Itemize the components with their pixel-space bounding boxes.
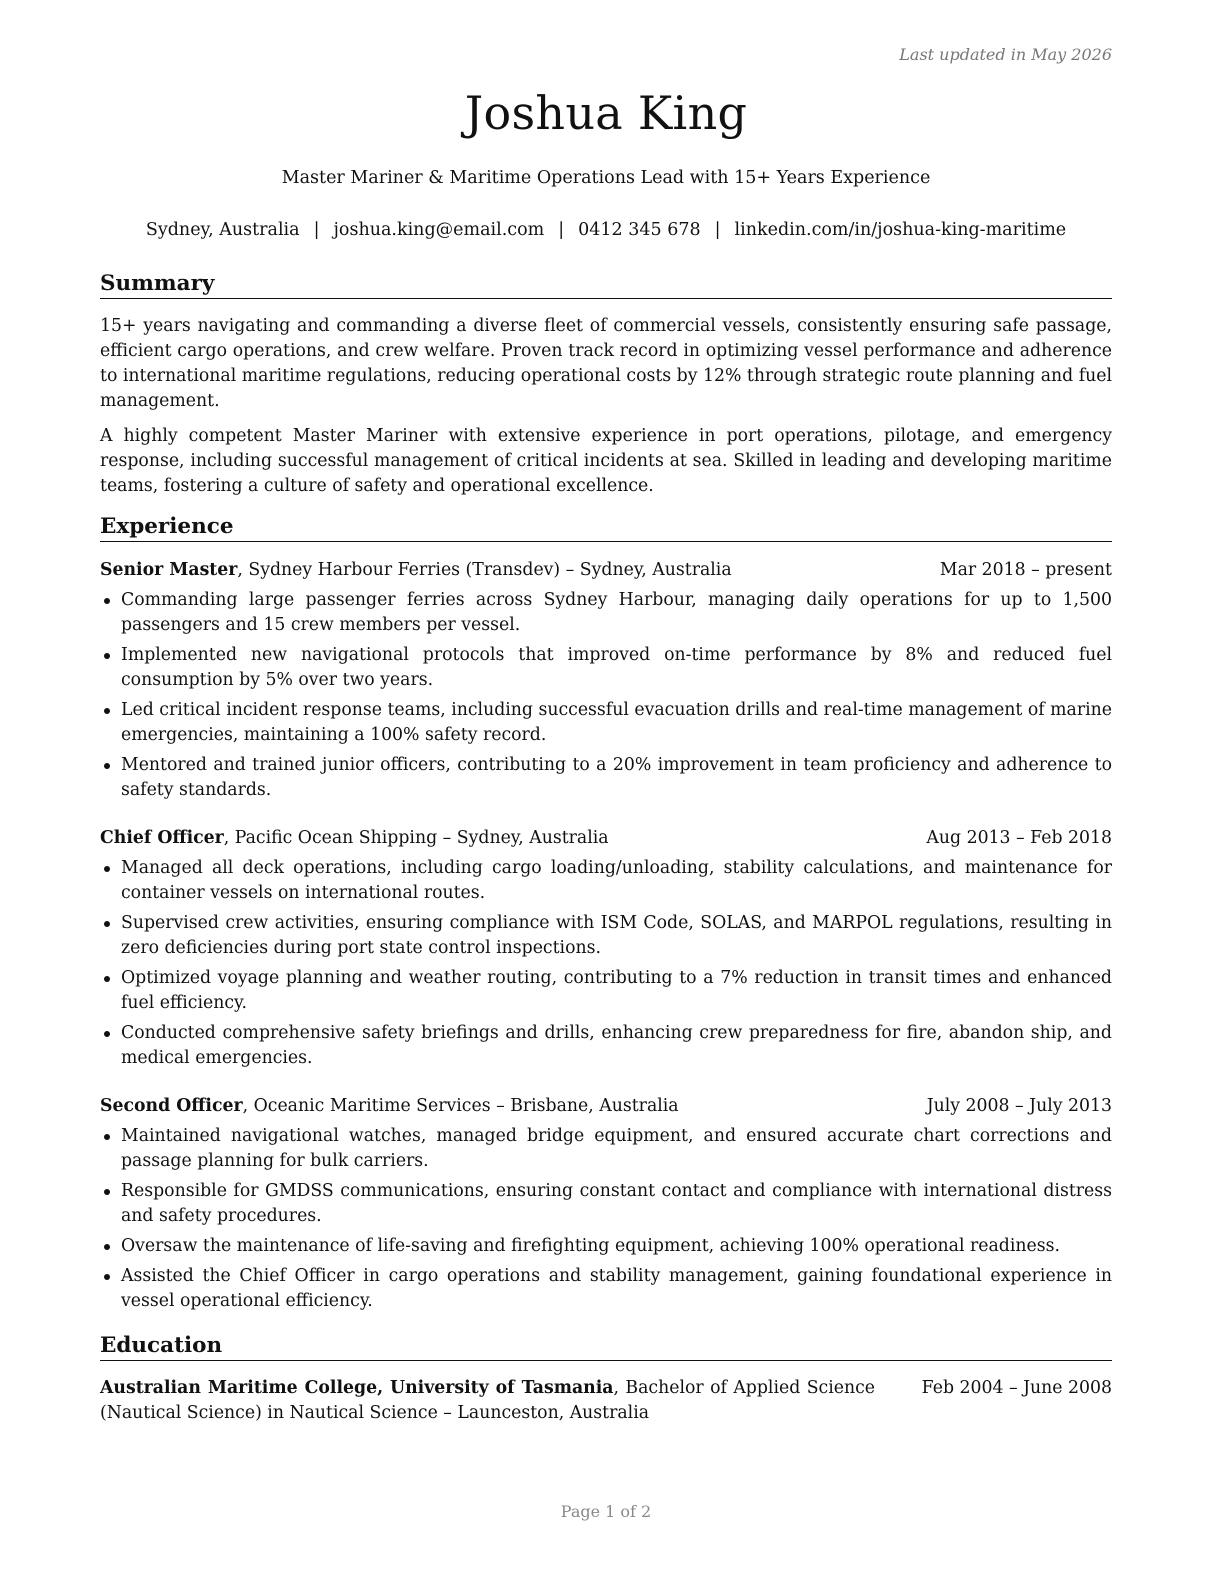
- contact-email[interactable]: joshua.king@email.com: [333, 220, 545, 240]
- job-title: Second Officer: [100, 1096, 243, 1116]
- bullet-item: Maintained navigational watches, managed bridge equipment, and ensured accurate chart corrections and passage planning for bulk carriers.: [100, 1124, 1112, 1174]
- summary-paragraph: 15+ years navigating and commanding a diverse fleet of commercial vessels, consistently ensuring safe passage, efficient cargo operations, and crew welfare. Proven track record in optimizing vessel performance and adherence to international maritime regulations, reducing operational costs by 12% through strategic route planning and fuel management.: [100, 316, 1112, 411]
- job-bullets: [100, 856, 1112, 1076]
- education-institution: Australian Maritime College, University of Tasmania: [100, 1378, 614, 1398]
- education-dates: Feb 2004 – June 2008: [921, 1378, 1112, 1398]
- tagline: Master Mariner & Maritime Operations Lead with 15+ Years Experience: [281, 168, 931, 188]
- bullet-item: Led critical incident response teams, including successful evacuation drills and real-time management of marine emergencies, maintaining a 100% safety record.: [100, 698, 1112, 748]
- contact-separator: |: [313, 220, 320, 240]
- bullet-item: Supervised crew activities, ensuring compliance with ISM Code, SOLAS, and MARPOL regulations, resulting in zero deficiencies during port state control inspections.: [100, 911, 1112, 961]
- job-header: [100, 558, 1112, 583]
- section-heading-experience: Experience: [100, 514, 1112, 542]
- job-title: Senior Master: [100, 560, 238, 580]
- contact-separator: |: [714, 220, 721, 240]
- bullet-item: Responsible for GMDSS communications, ensuring constant contact and compliance with international distress and safety procedures.: [100, 1179, 1112, 1229]
- bullet-item: Mentored and trained junior officers, contributing to a 20% improvement in team proficiency and adherence to safety standards.: [100, 753, 1112, 803]
- bullet-item: Commanding large passenger ferries across Sydney Harbour, managing daily operations for up to 1,500 passengers and 15 crew members per vessel.: [100, 588, 1112, 638]
- job-header: [100, 826, 1112, 851]
- page-indicator: Page 1 of 2: [560, 1502, 652, 1521]
- last-updated-note: Last updated in May 2026: [899, 45, 1112, 64]
- job-dates: July 2008 – July 2013: [926, 1096, 1112, 1116]
- summary-paragraph: A highly competent Master Mariner with extensive experience in port operations, pilotage, and emergency response, including successful management of critical incidents at sea. Skilled in leading and developing maritime teams, fostering a culture of safety and operational excellence.: [100, 426, 1112, 496]
- section-heading-education: Education: [100, 1333, 1112, 1361]
- education-text: [100, 1376, 875, 1426]
- contact-separator: |: [558, 220, 565, 240]
- bullet-item: Managed all deck operations, including cargo loading/unloading, stability calculations, and maintenance for container vessels on international routes.: [100, 856, 1112, 906]
- bullet-item: Optimized voyage planning and weather routing, contributing to a 7% reduction in transit times and enhanced fuel efficiency.: [100, 966, 1112, 1016]
- job-dates: Mar 2018 – present: [939, 560, 1112, 580]
- contact-location: Sydney, Australia: [145, 220, 300, 240]
- contact-line: [100, 220, 1112, 240]
- bullet-item: Implemented new navigational protocols that improved on-time performance by 8% and reduced fuel consumption by 5% over two years.: [100, 643, 1112, 693]
- job-bullets: [100, 588, 1112, 808]
- job-dates: Aug 2013 – Feb 2018: [926, 828, 1112, 848]
- contact-linkedin[interactable]: linkedin.com/in/joshua-king-maritime: [734, 220, 1067, 240]
- bullet-item: Oversaw the maintenance of life-saving and firefighting equipment, achieving 100% operational readiness.: [100, 1234, 1112, 1259]
- job-employer: , Oceanic Maritime Services – Brisbane, Australia: [242, 1096, 679, 1116]
- bullet-item: Conducted comprehensive safety briefings and drills, enhancing crew preparedness for fire, abandon ship, and medical emergencies.: [100, 1021, 1112, 1071]
- candidate-name: Joshua King: [464, 86, 748, 140]
- job-employer: , Pacific Ocean Shipping – Sydney, Australia: [223, 828, 609, 848]
- job-header: [100, 1094, 1112, 1119]
- contact-phone: 0412 345 678: [578, 220, 701, 240]
- education-degree: , Bachelor of Applied Science (Nautical Science) in Nautical Science – Launceston, Australia: [100, 1378, 875, 1423]
- resume-page: [100, 0, 1112, 1584]
- job-title: Chief Officer: [100, 828, 224, 848]
- section-heading-summary: Summary: [100, 271, 1112, 299]
- job-bullets: [100, 1124, 1112, 1319]
- bullet-item: Assisted the Chief Officer in cargo operations and stability management, gaining foundational experience in vessel operational efficiency.: [100, 1264, 1112, 1314]
- job-employer: , Sydney Harbour Ferries (Transdev) – Sydney, Australia: [237, 560, 732, 580]
- education-entry: [100, 1376, 1112, 1426]
